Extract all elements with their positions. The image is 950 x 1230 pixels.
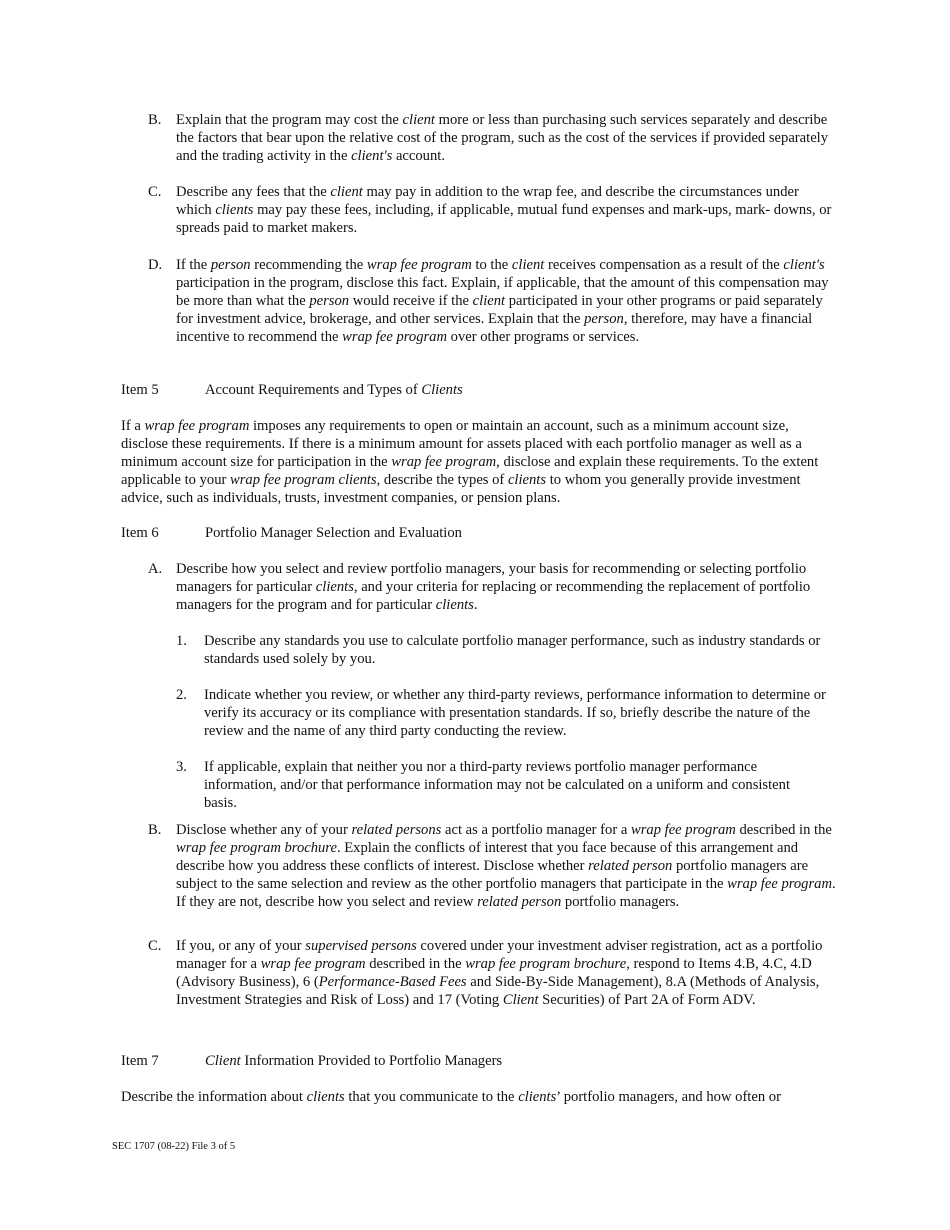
item-text: [176, 937, 838, 1009]
italic-term: clients: [518, 1089, 557, 1105]
italic-term: wrap fee program: [144, 418, 250, 434]
item-title: [205, 381, 463, 399]
text-run: and Side-By-Side Management), 8.A (Methods of Analysis, Investment Strategies and Risk of Loss) and 17 (Voting: [176, 974, 820, 1008]
italic-term: person: [210, 257, 251, 273]
item-text: [204, 632, 826, 668]
italic-term: clients: [315, 579, 354, 595]
item-label: D.: [148, 257, 163, 273]
italic-term: wrap fee program brochure: [465, 956, 627, 972]
item-number: Item 5: [121, 382, 159, 398]
item-label: B.: [148, 112, 162, 128]
text-run: Indicate whether you review, or whether any third-party reviews, performance information to determine or verify its accuracy or its compliance with presentation standards. If so, briefly describe the nature of the review and the name of any third party conducting the review.: [204, 687, 826, 739]
italic-term: clients: [306, 1089, 345, 1105]
item-text: [204, 758, 826, 812]
item4-c-paragraph: [148, 183, 838, 237]
item6-c-paragraph: [148, 937, 838, 1009]
text-run: more or less than purchasing such services separately and describe the factors that bear upon the relative cost of the program, such as the cost of the services if provided separately and the trading activity in the: [176, 112, 829, 164]
text-run: described in the: [735, 822, 832, 838]
item-text: [176, 560, 838, 614]
item-text: [176, 256, 838, 346]
italic-term: client's: [783, 257, 825, 273]
italic-term: wrap fee program brochure: [176, 840, 337, 856]
text-run: Account Requirements and Types of: [205, 382, 422, 398]
page-footer: SEC 1707 (08-22) File 3 of 5: [112, 1141, 236, 1152]
item6-b-paragraph: [148, 821, 838, 911]
italic-term: clients: [215, 202, 254, 218]
text-run: portfolio managers are subject to the same selection and review as the other portfolio managers that participate in the: [176, 858, 809, 892]
text-run: recommending the: [250, 257, 367, 273]
italic-term: related person: [588, 858, 673, 874]
italic-term: wrap fee program: [391, 454, 497, 470]
text-run: , respond to Items 4.B, 4.C, 4.D (Advisory Business), 6 (: [176, 956, 812, 990]
italic-term: wrap fee program: [630, 822, 736, 838]
text-run: described in the: [365, 956, 466, 972]
text-run: Describe any fees that the: [176, 184, 331, 200]
text-run: to the: [471, 257, 512, 273]
item-number: Item 6: [121, 525, 159, 541]
italic-term: client: [330, 184, 363, 200]
text-run: .: [473, 597, 478, 613]
italic-term: clients: [435, 597, 474, 613]
item-label: A.: [148, 561, 163, 577]
text-run: would receive if the: [349, 293, 473, 309]
item-title: [205, 524, 462, 542]
text-run: receives compensation as a result of the: [544, 257, 784, 273]
italic-term: client: [402, 112, 435, 128]
text-run: Disclose whether any of your: [176, 822, 352, 838]
text-run: . Explain the conflicts of interest that you face because of this arrangement and describe how you address these conflicts of interest. Disclose whether: [176, 840, 799, 874]
text-run: account.: [392, 148, 445, 164]
text-run: may pay these fees, including, if applicable, mutual fund expenses and mark-ups, mark- downs, or spreads paid to market makers.: [176, 202, 832, 236]
item6-a-paragraph: [148, 560, 838, 614]
text-run: , disclose and explain these requirements. To the extent applicable to your: [121, 454, 819, 488]
text-run: Describe any standards you use to calculate portfolio manager performance, such as industry standards or standards used solely by you.: [204, 633, 821, 667]
item-label: 1.: [176, 633, 187, 649]
item-text: [176, 183, 838, 237]
italic-term: client: [511, 257, 545, 273]
text-run: ’ portfolio managers, and how often or: [556, 1089, 781, 1105]
text-run: , describe the types of: [376, 472, 508, 488]
italic-term: Performance-Based Fees: [318, 974, 467, 990]
text-run: If applicable, explain that neither you nor a third-party reviews portfolio manager performance information, and/or that performance information may not be calculated on a uniform and consistent basis.: [204, 759, 790, 811]
text-run: imposes any requirements to open or maintain an account, such as a minimum account size, disclose these requirements. If there is a minimum amount for assets placed with each portfolio manager as well as a minimum account size for participation in the: [121, 418, 802, 470]
text-run: Portfolio Manager Selection and Evaluation: [205, 525, 462, 541]
italic-term: client's: [351, 148, 393, 164]
item-label: 2.: [176, 687, 187, 703]
italic-term: person: [309, 293, 350, 309]
item-text: [176, 111, 838, 165]
italic-term: related persons: [351, 822, 442, 838]
italic-term: supervised persons: [305, 938, 417, 954]
italic-term: client: [472, 293, 506, 309]
item-label: C.: [148, 938, 162, 954]
italic-term: wrap fee program: [727, 876, 832, 892]
item4-b-paragraph: [148, 111, 838, 165]
item-label: C.: [148, 184, 162, 200]
item6-a3-paragraph: [176, 758, 826, 812]
italic-term: related person: [477, 894, 562, 910]
text-run: may pay in addition to the wrap fee, and describe the circumstances under which: [176, 184, 799, 218]
text-run: covered under your investment adviser registration, act as a portfolio manager for a: [176, 938, 823, 972]
italic-term: wrap fee program: [342, 329, 448, 345]
item-number: Item 7: [121, 1053, 159, 1069]
text-run: If the: [176, 257, 211, 273]
text-run: to whom you generally provide investment advice, such as individuals, trusts, investment companies, or pension plans.: [121, 472, 801, 506]
text-run: act as a portfolio manager for a: [441, 822, 631, 838]
text-run: Describe how you select and review portfolio managers, your basis for recommending or selecting portfolio managers for particular: [176, 561, 807, 595]
italic-term: Client: [205, 1053, 241, 1069]
italic-term: wrap fee program clients: [230, 472, 377, 488]
text-run: . If they are not, describe how you select and review: [176, 876, 836, 910]
text-run: Describe the information about: [121, 1089, 307, 1105]
item-title: [205, 1052, 502, 1070]
italic-term: person: [584, 311, 624, 327]
text-run: Securities) of Part 2A of Form ADV.: [538, 992, 756, 1008]
item5-body-paragraph: [121, 417, 831, 507]
text-run: Information Provided to Portfolio Managers: [240, 1053, 503, 1069]
text-run: , and your criteria for replacing or recommending the replacement of portfolio managers for the program and for particular: [176, 579, 811, 613]
text-run: portfolio managers.: [561, 894, 680, 910]
text-run: participation in the program, disclose this fact. Explain, if applicable, that the amount of this compensation may be more than what the: [176, 275, 829, 309]
item6-a1-paragraph: [176, 632, 826, 668]
item-text: [204, 686, 826, 740]
italic-term: clients: [507, 472, 547, 488]
italic-term: Clients: [421, 382, 463, 398]
italic-term: Client: [502, 992, 539, 1008]
text-run: If you, or any of your: [176, 938, 306, 954]
text-run: that you communicate to the: [344, 1089, 519, 1105]
item4-d-paragraph: [148, 256, 838, 346]
item-label: B.: [148, 822, 162, 838]
item7-body-paragraph: [121, 1088, 831, 1106]
text-run: , therefore, may have a financial incentive to recommend the: [176, 311, 813, 345]
item6-a2-paragraph: [176, 686, 826, 740]
text-run: If a: [121, 418, 145, 434]
text-run: over other programs or services.: [447, 329, 640, 345]
item-label: 3.: [176, 759, 187, 775]
item-text: [176, 821, 838, 911]
text-run: Explain that the program may cost the: [176, 112, 403, 128]
text-run: participated in your other programs or paid separately for investment advice, brokerage, and other services. Explain that the: [176, 293, 823, 327]
italic-term: wrap fee program: [260, 956, 366, 972]
italic-term: wrap fee program: [366, 257, 472, 273]
